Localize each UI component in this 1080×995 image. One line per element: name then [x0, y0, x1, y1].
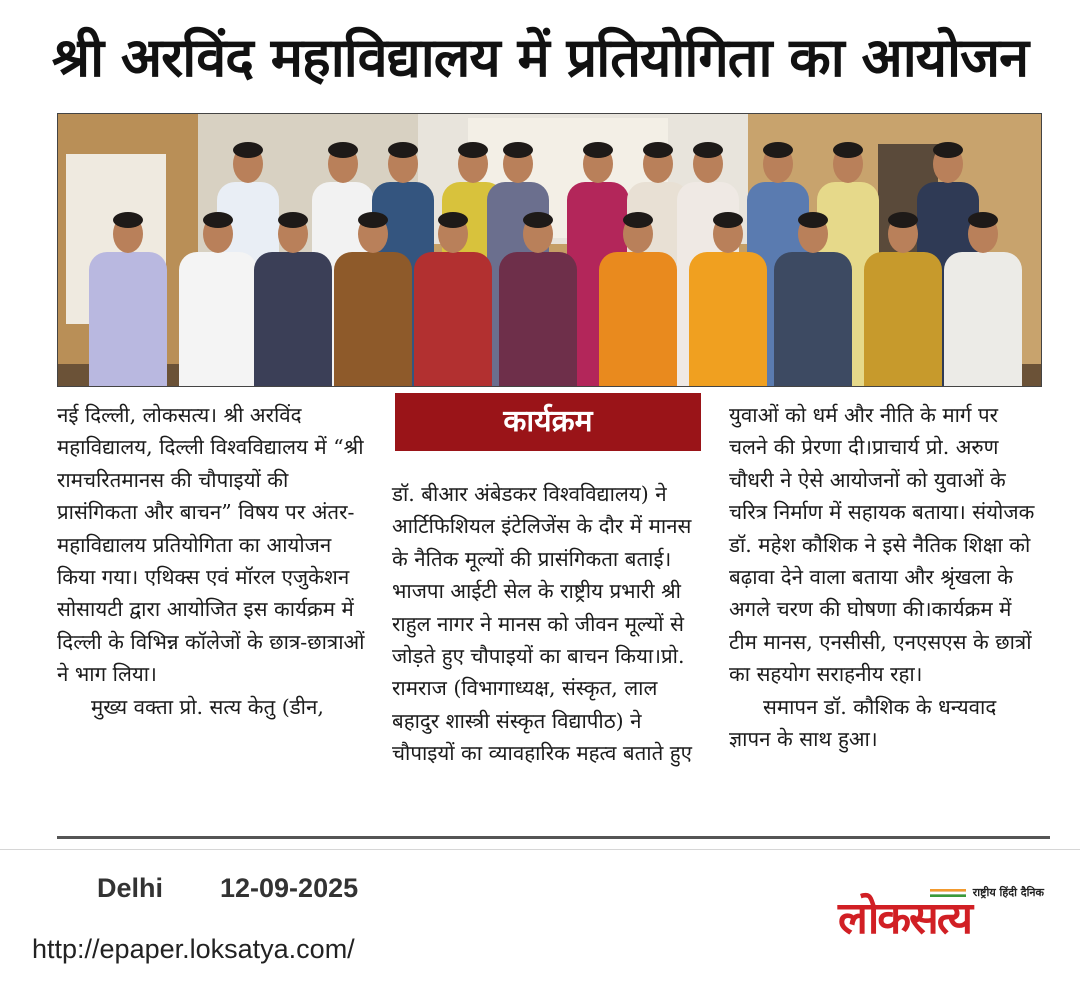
- person-hair: [523, 212, 553, 228]
- person-hair: [388, 142, 418, 158]
- person-hair: [643, 142, 673, 158]
- person-hair: [503, 142, 533, 158]
- person-body: [599, 252, 677, 386]
- person-hair: [968, 212, 998, 228]
- person-body: [179, 252, 257, 386]
- person-body: [334, 252, 412, 386]
- person-hair: [713, 212, 743, 228]
- person-hair: [583, 142, 613, 158]
- person-hair: [328, 142, 358, 158]
- person-body: [864, 252, 942, 386]
- person-body: [254, 252, 332, 386]
- epaper-link[interactable]: http://epaper.loksatya.com/: [32, 934, 355, 964]
- person-hair: [798, 212, 828, 228]
- newspaper-logo: [838, 885, 1048, 947]
- person-hair: [113, 212, 143, 228]
- article-column-2: [392, 478, 710, 770]
- paragraph: मुख्य वक्ता प्रो. सत्य केतु (डीन,: [91, 694, 324, 719]
- group-photo: [57, 113, 1042, 387]
- person-hair: [438, 212, 468, 228]
- headline: श्री अरविंद महाविद्यालय में प्रतियोगिता का आयोजन: [51, 26, 1029, 89]
- divider: [57, 836, 1050, 839]
- person-hair: [278, 212, 308, 228]
- person-body: [774, 252, 852, 386]
- article-column-1: [57, 399, 367, 723]
- group-photo-illustration: [58, 114, 1041, 386]
- person-hair: [888, 212, 918, 228]
- person-hair: [833, 142, 863, 158]
- person-hair: [693, 142, 723, 158]
- person-hair: [933, 142, 963, 158]
- footer-date: 12-09-2025: [220, 873, 359, 903]
- person-hair: [358, 212, 388, 228]
- logo-name: लोकसत्य: [838, 893, 972, 944]
- person-body: [499, 252, 577, 386]
- person-body: [414, 252, 492, 386]
- person-hair: [203, 212, 233, 228]
- paragraph: युवाओं को धर्म और नीति के मार्ग पर चलने की प्रेरणा दी।प्राचार्य प्रो. अरुण चौधरी ने ऐसे आयोजनों को युवाओं के चरित्र निर्माण में सहायक बताया। संयोजक डॉ. महेश कौशिक ने इसे नैतिक शिक्षा को बढ़ावा देने वाला बताया और श्रृंखला के अगले चरण की घोषणा की।कार्यक्रम में टीम मानस, एनसीसी, एनएसएस के छात्रों का सहयोग सराहनीय रहा।: [729, 403, 1035, 687]
- person-body: [689, 252, 767, 386]
- footer-city: Delhi: [97, 873, 164, 903]
- divider: [0, 849, 1080, 850]
- person-hair: [233, 142, 263, 158]
- paragraph: समापन डॉ. कौशिक के धन्यवाद ज्ञापन के साथ हुआ।: [729, 694, 997, 752]
- person-hair: [763, 142, 793, 158]
- person-hair: [623, 212, 653, 228]
- section-kicker: कार्यक्रम: [395, 393, 701, 451]
- paragraph: नई दिल्ली, लोकसत्य। श्री अरविंद महाविद्यालय, दिल्ली विश्वविद्यालय में “श्री रामचरितमानस की चौपाइयों की प्रासंगिकता और बाचन” विषय पर अंतर-महाविद्यालय प्रतियोगिता का आयोजन किया गया। एथिक्स एवं मॉरल एजुकेशन सोसायटी द्वारा आयोजित इस कार्यक्रम में दिल्ली के विभिन्न कॉलेजों के छात्र-छात्राओं ने भाग लिया।: [57, 403, 365, 687]
- person-body: [89, 252, 167, 386]
- paragraph: डॉ. बीआर अंबेडकर विश्वविद्यालय) ने आर्टिफिशियल इंटेलिजेंस के दौर में मानस के नैतिक मूल्यों की प्रासंगिकता बताई। भाजपा आईटी सेल के राष्ट्रीय प्रभारी श्री राहुल नागर ने मानस को जीवन मूल्यों से जोड़ते हुए चौपाइयों का बाचन किया।प्रो. रामराज (विभागाध्यक्ष, संस्कृत, लाल बहादुर शास्त्री संस्कृत विद्यापीठ) ने चौपाइयों का व्यावहारिक महत्व बताते हुए: [392, 482, 693, 766]
- logo-tagline: राष्ट्रीय हिंदी दैनिक: [972, 886, 1044, 899]
- article-column-3: [729, 399, 1042, 755]
- person-body: [944, 252, 1022, 386]
- person-hair: [458, 142, 488, 158]
